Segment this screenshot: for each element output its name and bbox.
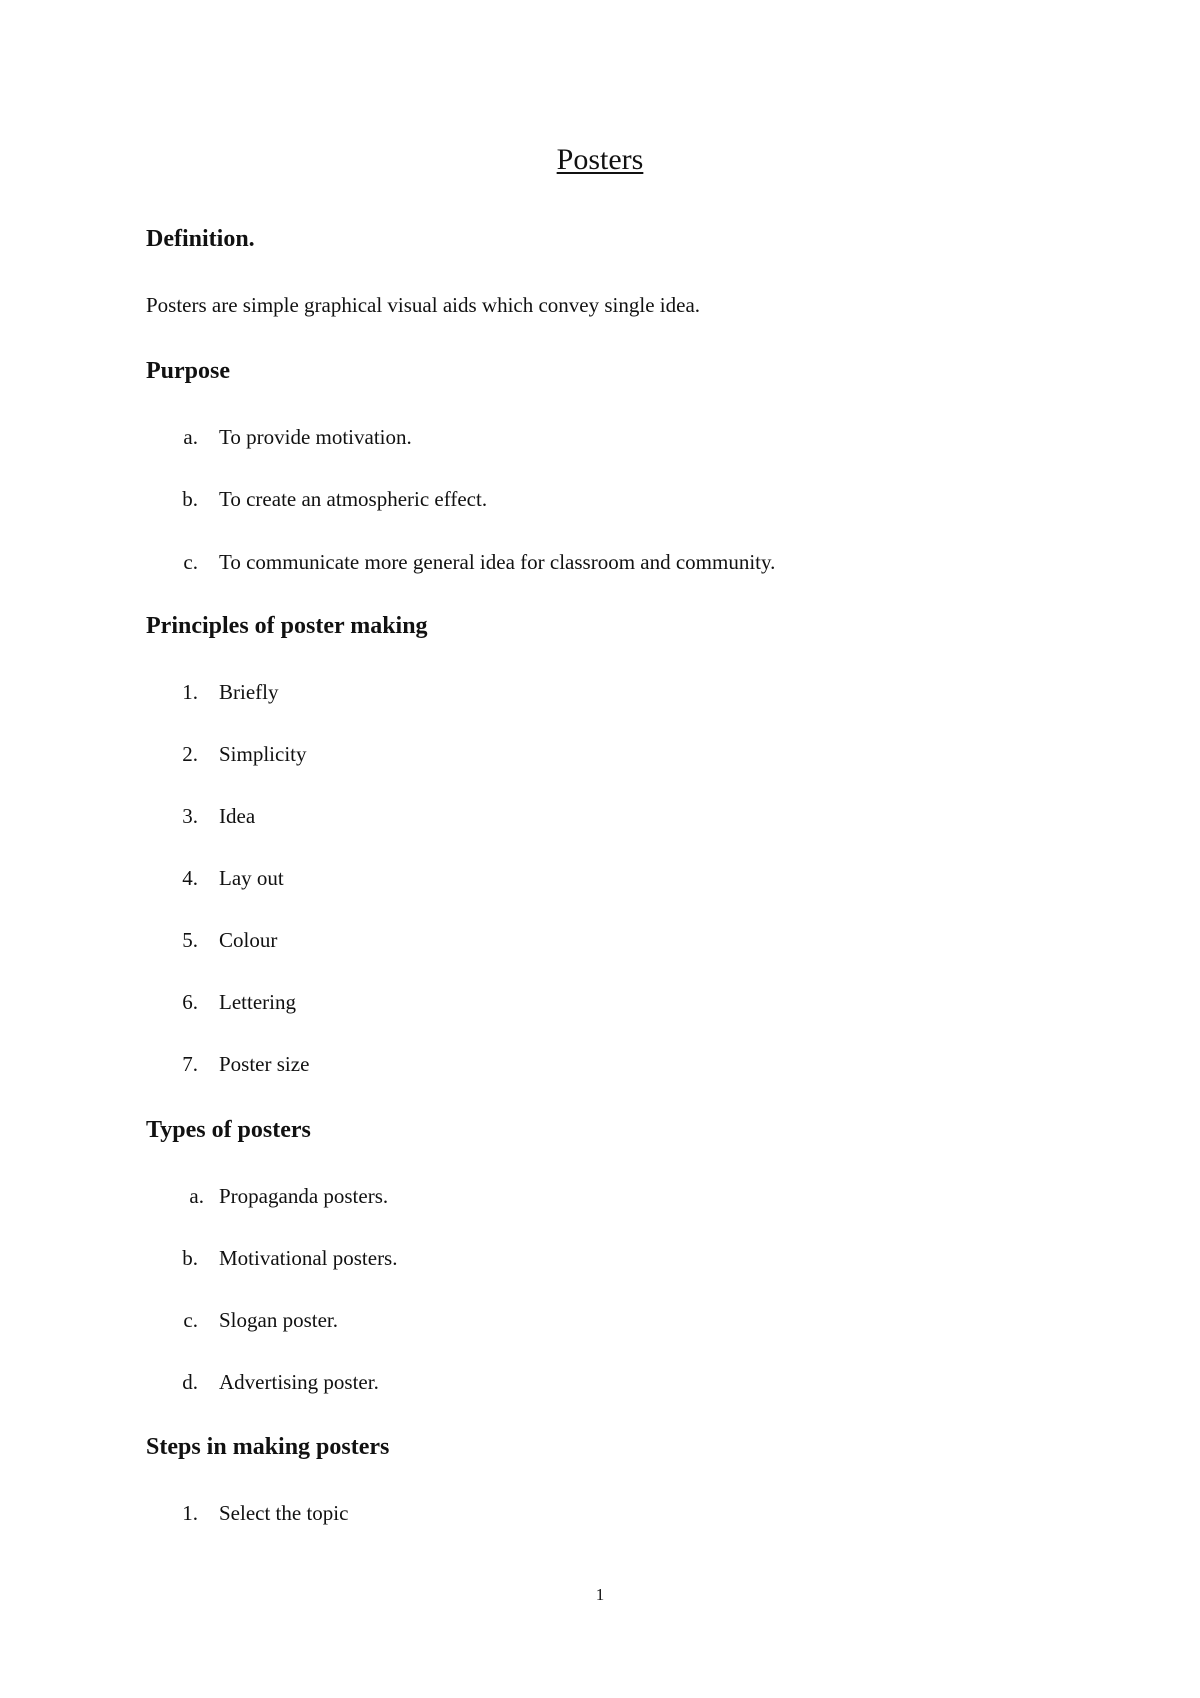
principles-heading: Principles of poster making <box>146 613 428 639</box>
list-marker: a. <box>183 425 198 449</box>
list-item-text: Slogan poster. <box>219 1308 338 1332</box>
definition-text: Posters are simple graphical visual aids which convey single idea. <box>146 293 701 317</box>
list-item-text: Simplicity <box>219 742 307 766</box>
list-marker: 1. <box>182 680 198 704</box>
list-item-text: Select the topic <box>219 1501 349 1525</box>
list-item <box>0 1244 1200 1272</box>
types-heading: Types of posters <box>146 1117 311 1143</box>
list-item <box>0 1306 1200 1334</box>
page-title: Posters <box>556 143 644 176</box>
definition-heading: Definition. <box>146 226 255 252</box>
list-marker: 2. <box>182 742 198 766</box>
list-item-text: Motivational posters. <box>219 1246 398 1270</box>
list-item-text: Advertising poster. <box>219 1370 379 1394</box>
list-item <box>0 1182 1200 1210</box>
list-marker: d. <box>182 1370 198 1394</box>
list-item-text: Poster size <box>219 1052 310 1076</box>
list-item-text: Lay out <box>219 866 284 890</box>
list-item <box>0 802 1200 830</box>
list-item <box>0 423 1200 451</box>
list-item-text: Colour <box>219 928 278 952</box>
list-marker: b. <box>182 1246 198 1270</box>
list-item <box>0 864 1200 892</box>
list-marker: 6. <box>182 990 198 1014</box>
list-item <box>0 1368 1200 1396</box>
steps-heading: Steps in making posters <box>146 1434 390 1460</box>
list-marker: 4. <box>182 866 198 890</box>
list-item-text: Propaganda posters. <box>219 1184 389 1208</box>
list-marker: 1. <box>182 1501 198 1525</box>
list-item <box>0 678 1200 706</box>
list-marker: 5. <box>182 928 198 952</box>
list-item-text: Idea <box>219 804 256 828</box>
list-item <box>0 1050 1200 1078</box>
list-item <box>0 926 1200 954</box>
list-item-text: To create an atmospheric effect. <box>219 487 488 511</box>
list-item-text: To communicate more general idea for classroom and community. <box>219 550 776 574</box>
list-item <box>0 1499 1200 1527</box>
list-item <box>0 485 1200 513</box>
page-number: 1 <box>595 1585 605 1604</box>
list-item-text: Lettering <box>219 990 296 1014</box>
list-item-text: Briefly <box>219 680 279 704</box>
list-item <box>0 548 1200 576</box>
list-marker: 7. <box>182 1052 198 1076</box>
list-item-text: To provide motivation. <box>219 425 412 449</box>
list-marker: c. <box>183 1308 198 1332</box>
list-item <box>0 988 1200 1016</box>
list-marker: a. <box>189 1184 204 1208</box>
list-marker: 3. <box>182 804 198 828</box>
purpose-heading: Purpose <box>146 358 230 384</box>
list-marker: c. <box>183 550 198 574</box>
list-marker: b. <box>182 487 198 511</box>
list-item <box>0 740 1200 768</box>
